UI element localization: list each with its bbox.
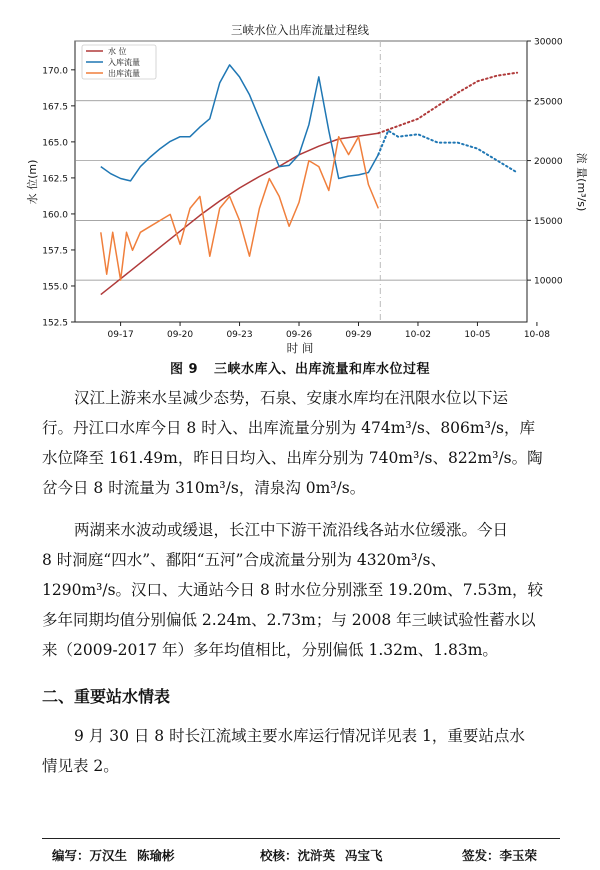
forecast-line-level (378, 73, 517, 134)
paragraph-tables (42, 721, 560, 781)
legend-label-outflow: 出库流量 (108, 69, 140, 78)
paragraph-line: 水位降至 161.49m，昨日日均入、出库分别为 740m³/s、822m³/s。陶 (42, 449, 543, 467)
footer-name: 冯宝飞 (345, 848, 383, 863)
y-tick-label: 162.5 (42, 174, 68, 185)
paragraph-line: 多年同期均值分别偏低 2.24m、2.73m；与 2008 年三峡试验性蓄水以 (42, 611, 536, 629)
figure-caption-label: 图 9 (169, 362, 199, 377)
paragraph-line: 两湖来水波动或缓退，长江中下游干流沿线各站水位缓涨。今日 (74, 521, 509, 539)
footer-compiled (52, 846, 185, 864)
paragraph-line: 行。丹江口水库今日 8 时入、出库流量分别为 474m³/s、806m³/s，库 (42, 419, 535, 437)
legend-label-level: 水 位 (108, 47, 127, 56)
series-lines (101, 65, 517, 295)
y-tick-label: 167.5 (42, 102, 68, 113)
footer-compiled-label: 编写： (52, 848, 90, 863)
paragraph-line: 岔今日 8 时流量为 310m³/s，清泉沟 0m³/s。 (42, 479, 366, 497)
paragraph-line: 9 月 30 日 8 时长江流域主要水库运行情况详见表 1，重要站点水 (74, 727, 525, 745)
footer-checked (260, 846, 393, 864)
reservoir-chart (0, 0, 600, 360)
y2-tick-label: 20000 (534, 157, 563, 168)
x-axis-label: 时 间 (286, 341, 314, 355)
y-tick-label: 170.0 (42, 66, 68, 77)
paragraph-line: 情见表 2。 (42, 757, 119, 775)
chart-title: 三峡水位入出库流量过程线 (231, 23, 369, 37)
x-tick-label: 10-05 (464, 330, 491, 340)
y-tick-label: 155.0 (42, 282, 68, 293)
paragraph-line: 汉江上游来水呈减少态势，石泉、安康水库均在汛限水位以下运 (74, 389, 509, 407)
paragraph-two-lakes (42, 515, 560, 665)
figure-caption (0, 358, 600, 377)
figure-caption-text: 三峡水库入、出库流量和库水位过程 (214, 362, 431, 377)
y2-tick-label: 25000 (534, 97, 563, 108)
y-tick-label: 157.5 (42, 246, 68, 257)
footer-name: 万汉生 (89, 848, 128, 863)
x-tick-label: 09-26 (285, 330, 313, 340)
x-tick-label: 09-17 (107, 330, 134, 340)
paragraph-line: 1290m³/s。汉口、大通站今日 8 时水位分别涨至 19.20m、7.53m，较 (42, 581, 543, 599)
series-line-outflow (101, 137, 379, 280)
footer-name: 李玉荣 (499, 848, 538, 863)
series-line-inflow (101, 65, 379, 181)
footer-checked-label: 校核： (260, 848, 298, 863)
y2-tick-label: 15000 (534, 216, 563, 227)
footer-rule (42, 838, 560, 839)
paragraph-line: 8 时洞庭“四水”、鄱阳“五河”合成流量分别为 4320m³/s、 (42, 551, 446, 569)
y-tick-label: 165.0 (42, 138, 68, 149)
x-tick-label: 09-29 (345, 330, 372, 340)
y-tick-label: 160.0 (42, 210, 68, 221)
forecast-line-inflow (378, 131, 517, 173)
x-tick-label: 09-20 (166, 330, 194, 340)
footer-name: 沈浒英 (297, 848, 336, 863)
paragraph-hanjiang (42, 383, 560, 503)
x-tick-label: 10-02 (404, 330, 432, 340)
legend (82, 45, 156, 79)
legend-label-inflow: 入库流量 (108, 58, 140, 67)
section-heading: 二、重要站水情表 (42, 687, 171, 706)
x-tick-label: 10-08 (523, 330, 550, 340)
y2-tick-label: 10000 (534, 276, 563, 287)
y-tick-label: 152.5 (42, 318, 68, 329)
footer-signed-label: 签发： (462, 848, 500, 863)
series-line-level (101, 133, 379, 294)
y2-axis-label: 流 量(m³/s) (575, 152, 588, 212)
x-tick-label: 09-23 (226, 330, 253, 340)
footer-signed (462, 846, 537, 864)
y-axis-label: 水 位(m) (26, 159, 39, 205)
y2-tick-label: 30000 (534, 37, 563, 48)
paragraph-line: 来（2009-2017 年）多年均值相比，分别偏低 1.32m、1.83m。 (42, 641, 498, 659)
footer-name: 陈瑜彬 (137, 848, 175, 863)
